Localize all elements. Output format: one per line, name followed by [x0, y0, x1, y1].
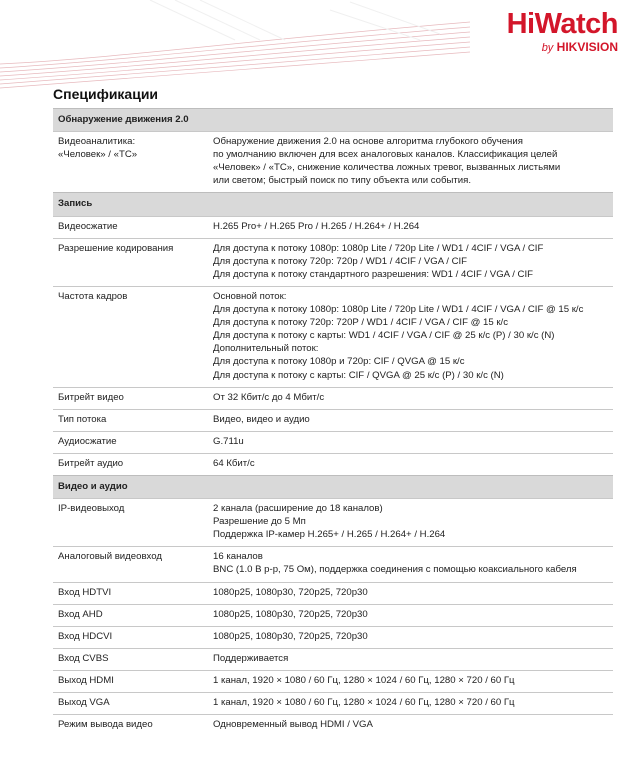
spec-row [53, 670, 613, 692]
spec-row [53, 547, 613, 582]
spec-label [53, 626, 204, 648]
spec-label-line: Выход VGA [58, 697, 110, 708]
spec-value-line: 1080p25, 1080p30, 720p25, 720p30 [213, 586, 368, 598]
spec-row [53, 409, 613, 431]
spec-value-line: 16 каналов [213, 551, 263, 563]
spec-label [53, 582, 204, 604]
spec-label-line: Режим вывода видео [58, 719, 153, 731]
spec-value [204, 626, 613, 648]
section-title: Видео и аудио [53, 475, 613, 498]
spec-label [53, 453, 204, 475]
spec-label-line: Вход HDCVI [58, 630, 113, 642]
spec-label [53, 216, 204, 238]
spec-label-line: IP-видеовыход [58, 503, 125, 515]
spec-row [53, 715, 613, 737]
spec-row [53, 453, 613, 475]
spec-value [204, 547, 613, 582]
spec-value [204, 715, 613, 737]
spec-value-line: «Человек» / «ТС», снижение количества ложных тревог, вызванных листьями [213, 162, 561, 174]
section-header [53, 475, 613, 498]
spec-label-line: «Человек» / «ТС» [58, 149, 138, 161]
spec-value-line: Основной поток: [213, 290, 287, 302]
brand-logo [507, 8, 618, 55]
spec-label [53, 286, 204, 387]
spec-value-line: От 32 Кбит/с до 4 Мбит/с [213, 391, 325, 403]
section-header [53, 193, 613, 216]
spec-value-line: 1080p25, 1080p30, 720p25, 720p30 [213, 630, 368, 642]
spec-row [53, 132, 613, 193]
spec-value-line: 2 канала (расширение до 18 каналов) [213, 503, 383, 515]
spec-value-line: Поддержка IP-камер H.265+ / H.265 / H.264+ / H.264 [213, 529, 446, 541]
spec-value-line: Одновременный вывод HDMI / VGA [213, 719, 373, 731]
brand-parent [507, 40, 618, 55]
spec-table [53, 108, 613, 736]
spec-value-line: 1 канал, 1920 × 1080 / 60 Гц, 1280 × 1024 / 60 Гц, 1280 × 720 / 60 Гц [213, 697, 515, 708]
spec-value [204, 132, 613, 193]
spec-label [53, 431, 204, 453]
spec-value-line: G.711u [213, 435, 244, 447]
spec-label-line: Аудиосжатие [58, 435, 117, 447]
spec-value [204, 387, 613, 409]
spec-value-line: Для доступа к потоку 720p: 720p / WD1 / 4CIF / VGA / CIF [213, 255, 468, 267]
spec-value-line: Видео, видео и аудио [213, 413, 310, 425]
spec-label-line: Видеосжатие [58, 220, 118, 232]
spec-label-line: Аналоговый видеовход [58, 551, 162, 563]
spec-row [53, 499, 613, 547]
spec-label [53, 693, 204, 715]
spec-value-line: Обнаружение движения 2.0 на основе алгоритма глубокого обучения [213, 136, 523, 148]
spec-value-line: Поддерживается [213, 652, 289, 664]
spec-row [53, 286, 613, 387]
brand-parent-name: HIKVISION [556, 40, 618, 54]
spec-value-line: H.265 Pro+ / H.265 Pro / H.265 / H.264+ / H.264 [213, 220, 420, 232]
spec-value [204, 216, 613, 238]
spec-label-line: Разрешение кодирования [58, 242, 174, 254]
brand-name: HiWatch [506, 8, 618, 40]
spec-label-line: Вход CVBS [58, 652, 109, 664]
spec-value [204, 453, 613, 475]
spec-row [53, 216, 613, 238]
spec-label-line: Битрейт аудио [58, 457, 124, 469]
spec-value [204, 431, 613, 453]
spec-value [204, 499, 613, 547]
spec-value-line: Разрешение до 5 Мп [213, 516, 306, 528]
spec-value [204, 238, 613, 286]
spec-value-line: Для доступа к потоку стандартного разрешения: WD1 / 4CIF / VGA / CIF [213, 268, 533, 280]
spec-label [53, 409, 204, 431]
spec-value-line: 1 канал, 1920 × 1080 / 60 Гц, 1280 × 1024 / 60 Гц, 1280 × 720 / 60 Гц [213, 674, 515, 686]
spec-value [204, 670, 613, 692]
spec-label [53, 132, 204, 193]
spec-label-line: Битрейт видео [58, 391, 124, 403]
spec-label [53, 547, 204, 582]
spec-value-line: Для доступа к потоку 1080p: 1080p Lite / 720p Lite / WD1 / 4CIF / VGA / CIF @ 15 к/с [213, 304, 584, 316]
spec-value-line: Для доступа к потоку 1080p и 720p: CIF / QVGA @ 15 к/с [213, 356, 465, 368]
spec-value-line: или светом; быстрый поиск по типу объекта или события. [213, 175, 471, 187]
spec-label [53, 715, 204, 737]
spec-row [53, 431, 613, 453]
spec-label [53, 604, 204, 626]
spec-value-line: 64 Кбит/с [213, 457, 255, 469]
spec-value [204, 648, 613, 670]
spec-row [53, 238, 613, 286]
spec-value-line: BNC (1.0 В р-р, 75 Ом), поддержка соединения с помощью коаксиального кабеля [213, 564, 577, 576]
spec-label-line: Вход AHD [58, 608, 103, 620]
spec-label-line: Выход HDMI [58, 674, 114, 686]
section-header [53, 109, 613, 132]
spec-label [53, 670, 204, 692]
spec-value [204, 604, 613, 626]
spec-value-line: 1080p25, 1080p30, 720p25, 720p30 [213, 608, 368, 620]
spec-row [53, 604, 613, 626]
spec-label [53, 648, 204, 670]
spec-value-line: Для доступа к потоку с карты: CIF / QVGA @ 25 к/с (P) / 30 к/с (N) [213, 369, 504, 381]
spec-row [53, 582, 613, 604]
spec-row [53, 693, 613, 715]
spec-label-line: Вход HDTVI [58, 586, 112, 598]
spec-value [204, 582, 613, 604]
spec-label-line: Видеоаналитика: [58, 136, 136, 148]
spec-label-line: Частота кадров [58, 290, 128, 302]
brand-by: by [541, 42, 554, 54]
spec-value [204, 409, 613, 431]
spec-value-line: Для доступа к потоку 720p: 720P / WD1 / 4CIF / VGA / CIF @ 15 к/с [213, 317, 509, 329]
spec-value-line: Для доступа к потоку с карты: WD1 / 4CIF / VGA / CIF @ 25 к/с (P) / 30 к/с (N) [213, 330, 555, 342]
spec-value-line: по умолчанию включен для всех аналоговых каналов. Классификация целей [213, 149, 558, 161]
spec-row [53, 626, 613, 648]
spec-label [53, 387, 204, 409]
spec-label [53, 499, 204, 547]
spec-value-line: Для доступа к потоку 1080p: 1080p Lite / 720p Lite / WD1 / 4CIF / VGA / CIF [213, 242, 544, 254]
spec-value [204, 286, 613, 387]
section-title: Обнаружение движения 2.0 [53, 109, 613, 132]
spec-value-line: Дополнительный поток: [213, 343, 319, 355]
spec-value [204, 693, 613, 715]
spec-row [53, 387, 613, 409]
spec-label-line: Тип потока [58, 413, 107, 425]
spec-row [53, 648, 613, 670]
page-title: Спецификации [53, 86, 159, 102]
spec-label [53, 238, 204, 286]
section-title: Запись [53, 193, 613, 216]
